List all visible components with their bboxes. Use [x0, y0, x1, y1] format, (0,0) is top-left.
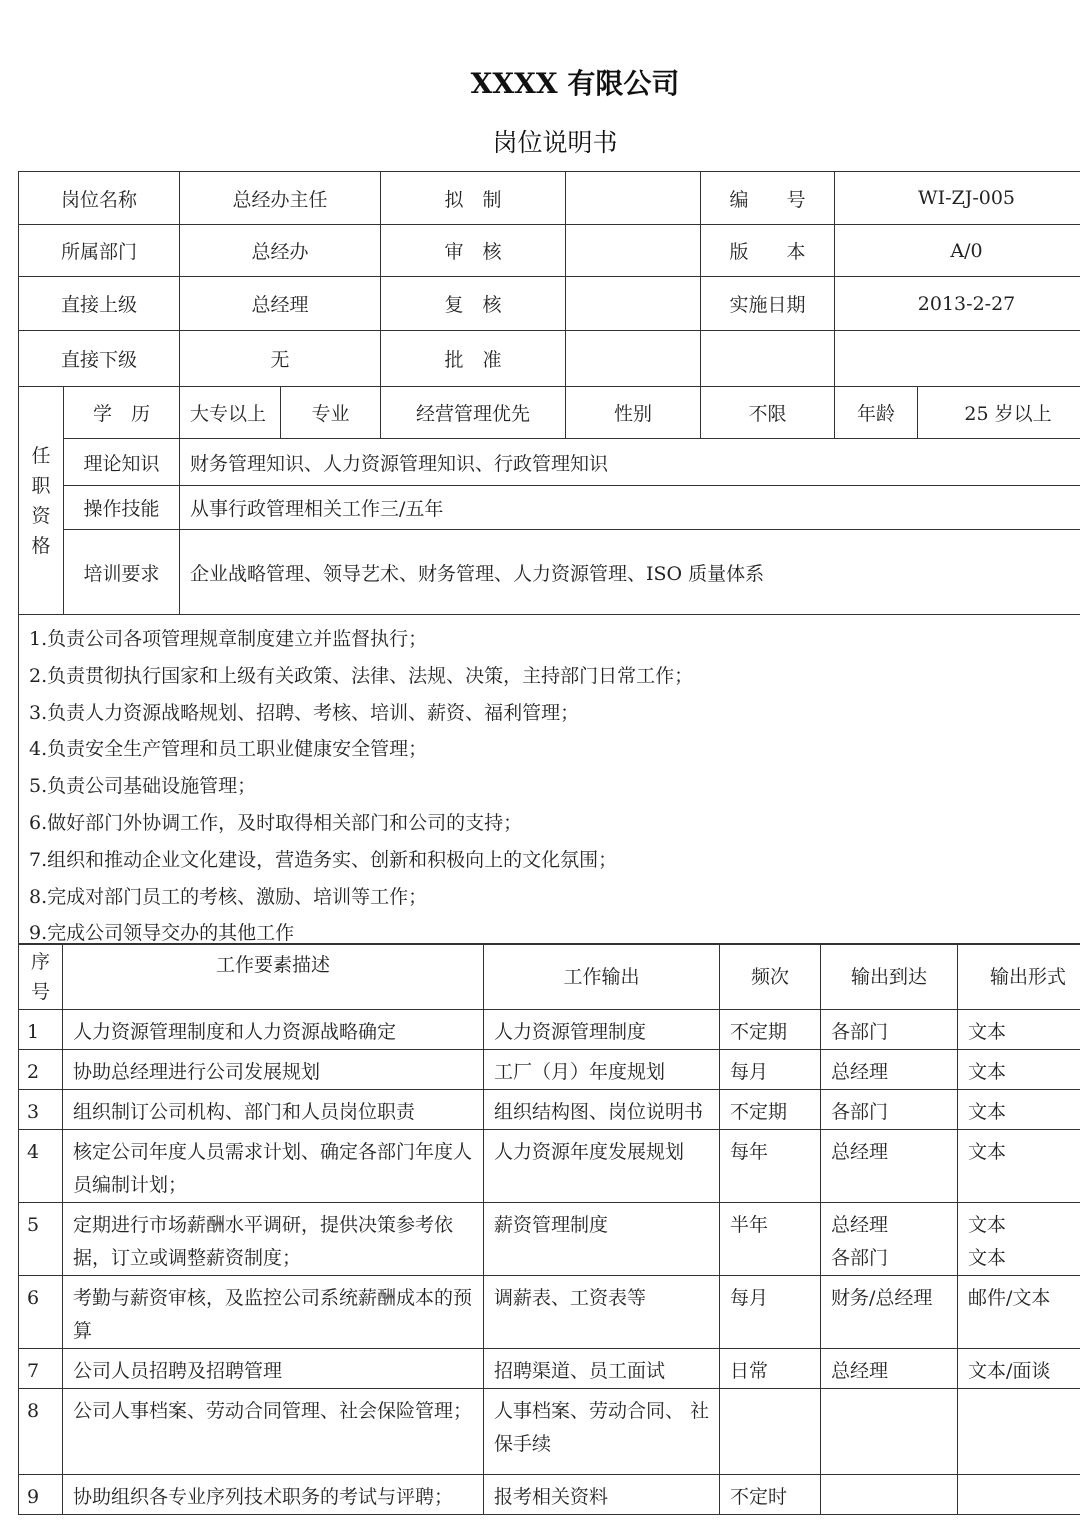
- row-description: 定期进行市场薪酬水平调研，提供决策参考依据，订立或调整薪资制度；: [63, 1203, 484, 1276]
- major-value: 经营管理优先: [381, 387, 566, 439]
- table-row: [19, 1050, 1080, 1090]
- info-value: [566, 331, 701, 387]
- row-frequency: 不定时: [720, 1475, 821, 1515]
- row-description: 考勤与薪资审核，及监控公司系统薪酬成本的预算: [63, 1276, 484, 1349]
- row-seq: 4: [19, 1130, 63, 1203]
- row-output: 薪资管理制度: [484, 1203, 720, 1276]
- gender-label: 性别: [566, 387, 701, 439]
- row-frequency: 每月: [720, 1276, 821, 1349]
- row-seq: 7: [19, 1349, 63, 1389]
- table-row: [19, 1090, 1080, 1130]
- qualification-label: [19, 387, 64, 615]
- table-row: [19, 1203, 1080, 1276]
- row-frequency: 每年: [720, 1130, 821, 1203]
- qualification-label-text: 任职资格: [31, 444, 51, 557]
- row-seq: 9: [19, 1475, 63, 1515]
- info-value: 无: [180, 331, 381, 387]
- info-label: 所属部门: [19, 225, 180, 277]
- row-description: 协助组织各专业序列技术职务的考试与评聘；: [63, 1475, 484, 1515]
- row-description: 人力资源管理制度和人力资源战略确定: [63, 1010, 484, 1050]
- theory-value: 财务管理知识、人力资源管理知识、行政管理知识: [180, 439, 1080, 486]
- row-frequency: [720, 1389, 821, 1475]
- row-frequency: 日常: [720, 1349, 821, 1389]
- info-label: 拟 制: [381, 172, 566, 225]
- row-destination: 各部门: [821, 1010, 958, 1050]
- info-value: WI-ZJ-005: [835, 172, 1080, 225]
- duty-item: 1.负责公司各项管理规章制度建立并监督执行；: [29, 628, 428, 650]
- document-title: 岗位说明书: [492, 128, 618, 157]
- row-destination-text: 总经理 各部门: [831, 1214, 889, 1269]
- age-label: 年龄: [835, 387, 918, 439]
- row-form: 邮件/文本: [958, 1276, 1080, 1349]
- info-label: 版 本: [701, 225, 835, 277]
- row-destination: [821, 1389, 958, 1475]
- row-destination: 总经理: [821, 1050, 958, 1090]
- table-row: [19, 1276, 1080, 1349]
- row-form: 文本: [958, 1010, 1080, 1050]
- education-value: 大专以上: [180, 387, 281, 439]
- row-destination: 总经理: [821, 1130, 958, 1203]
- row-description: 公司人员招聘及招聘管理: [63, 1349, 484, 1389]
- duty-item: 8.完成对部门员工的考核、激励、培训等工作；: [29, 885, 428, 908]
- info-value: [835, 331, 1080, 387]
- duty-item: 7.组织和推动企业文化建设，营造务实、创新和积极向上的文化氛围；: [29, 848, 618, 871]
- row-frequency: 每月: [720, 1050, 821, 1090]
- row-destination: 财务/总经理: [821, 1276, 958, 1349]
- info-label: 实施日期: [701, 277, 835, 331]
- header-description: 工作要素描述: [63, 945, 484, 1010]
- header-frequency: 频次: [720, 945, 821, 1010]
- skill-label: 操作技能: [64, 486, 180, 530]
- company-name: XXXX 有限公司: [470, 67, 680, 100]
- row-form: 文本: [958, 1090, 1080, 1130]
- row-frequency: 半年: [720, 1203, 821, 1276]
- row-frequency: 不定期: [720, 1010, 821, 1050]
- row-form: [958, 1203, 1080, 1276]
- row-form-text: 文本 文本: [968, 1214, 1007, 1269]
- education-label: 学 历: [64, 387, 180, 439]
- table-row: [19, 1010, 1080, 1050]
- info-value: 总经理: [180, 277, 381, 331]
- header-destination: 输出到达: [821, 945, 958, 1010]
- header-seq: [19, 945, 63, 1010]
- age-value: 25 岁以上: [918, 387, 1080, 439]
- info-label: 直接上级: [19, 277, 180, 331]
- training-value: 企业战略管理、领导艺术、财务管理、人力资源管理、ISO 质量体系: [180, 530, 1080, 615]
- row-description: 公司人事档案、劳动合同管理、社会保险管理；: [63, 1389, 484, 1475]
- row-description: 核定公司年度人员需求计划、确定各部门年度人员编制计划；: [63, 1130, 484, 1203]
- info-label: 审 核: [381, 225, 566, 277]
- info-value: 2013-2-27: [835, 277, 1080, 331]
- row-destination: [821, 1203, 958, 1276]
- theory-label: 理论知识: [64, 439, 180, 486]
- row-description: 协助总经理进行公司发展规划: [63, 1050, 484, 1090]
- info-label: 批 准: [381, 331, 566, 387]
- row-seq: 5: [19, 1203, 63, 1276]
- row-seq: 2: [19, 1050, 63, 1090]
- table-row: [19, 1130, 1080, 1203]
- row-form: 文本: [958, 1050, 1080, 1090]
- row-seq: 1: [19, 1010, 63, 1050]
- row-form: [958, 1475, 1080, 1515]
- info-label: [701, 331, 835, 387]
- row-form: 文本: [958, 1130, 1080, 1203]
- major-label: 专业: [281, 387, 381, 439]
- training-label: 培训要求: [64, 530, 180, 615]
- info-label: 岗位名称: [19, 172, 180, 225]
- row-seq: 8: [19, 1389, 63, 1475]
- row-output: 调薪表、工资表等: [484, 1276, 720, 1349]
- duty-item: 4.负责安全生产管理和员工职业健康安全管理；: [29, 738, 428, 761]
- gender-value: 不限: [701, 387, 835, 439]
- row-destination: 各部门: [821, 1090, 958, 1130]
- header-form: 输出形式: [958, 945, 1080, 1010]
- info-label: 直接下级: [19, 331, 180, 387]
- row-output: 招聘渠道、员工面试: [484, 1349, 720, 1389]
- row-seq: 3: [19, 1090, 63, 1130]
- duties-list: [18, 614, 1080, 944]
- info-value: [566, 225, 701, 277]
- row-form: [958, 1389, 1080, 1475]
- header-seq-text: 序号: [30, 951, 50, 1003]
- table-row: [19, 1475, 1080, 1515]
- job-info-table: [18, 171, 1080, 615]
- row-output: 人力资源管理制度: [484, 1010, 720, 1050]
- row-output: 报考相关资料: [484, 1475, 720, 1515]
- row-form: 文本/面谈: [958, 1349, 1080, 1389]
- row-destination: 总经理: [821, 1349, 958, 1389]
- skill-value: 从事行政管理相关工作三/五年: [180, 486, 1080, 530]
- info-value: [566, 277, 701, 331]
- info-label: 复 核: [381, 277, 566, 331]
- info-value: [566, 172, 701, 225]
- duty-item: 5.负责公司基础设施管理；: [29, 775, 257, 798]
- row-seq: 6: [19, 1276, 63, 1349]
- table-row: [19, 1349, 1080, 1389]
- info-value: A/0: [835, 225, 1080, 277]
- info-value: 总经办: [180, 225, 381, 277]
- row-description: 组织制订公司机构、部门和人员岗位职责: [63, 1090, 484, 1130]
- duty-item: 2.负责贯彻执行国家和上级有关政策、法律、法规、决策，主持部门日常工作；: [29, 664, 694, 687]
- row-output: 组织结构图、岗位说明书: [484, 1090, 720, 1130]
- work-elements-table: [18, 944, 1080, 1515]
- table-row: [19, 1389, 1080, 1475]
- row-destination: [821, 1475, 958, 1515]
- header-output: 工作输出: [484, 945, 720, 1010]
- row-output: 人力资源年度发展规划: [484, 1130, 720, 1203]
- row-output: 人事档案、劳动合同、 社保手续: [484, 1389, 720, 1475]
- duty-item: 3.负责人力资源战略规划、招聘、考核、培训、薪资、福利管理；: [29, 701, 580, 724]
- duty-item: 6.做好部门外协调工作，及时取得相关部门和公司的支持；: [29, 811, 523, 834]
- row-output: 工厂（月）年度规划: [484, 1050, 720, 1090]
- row-frequency: 不定期: [720, 1090, 821, 1130]
- info-value: 总经办主任: [180, 172, 381, 225]
- info-label: 编 号: [701, 172, 835, 225]
- duty-item: 9.完成公司领导交办的其他工作: [29, 922, 295, 945]
